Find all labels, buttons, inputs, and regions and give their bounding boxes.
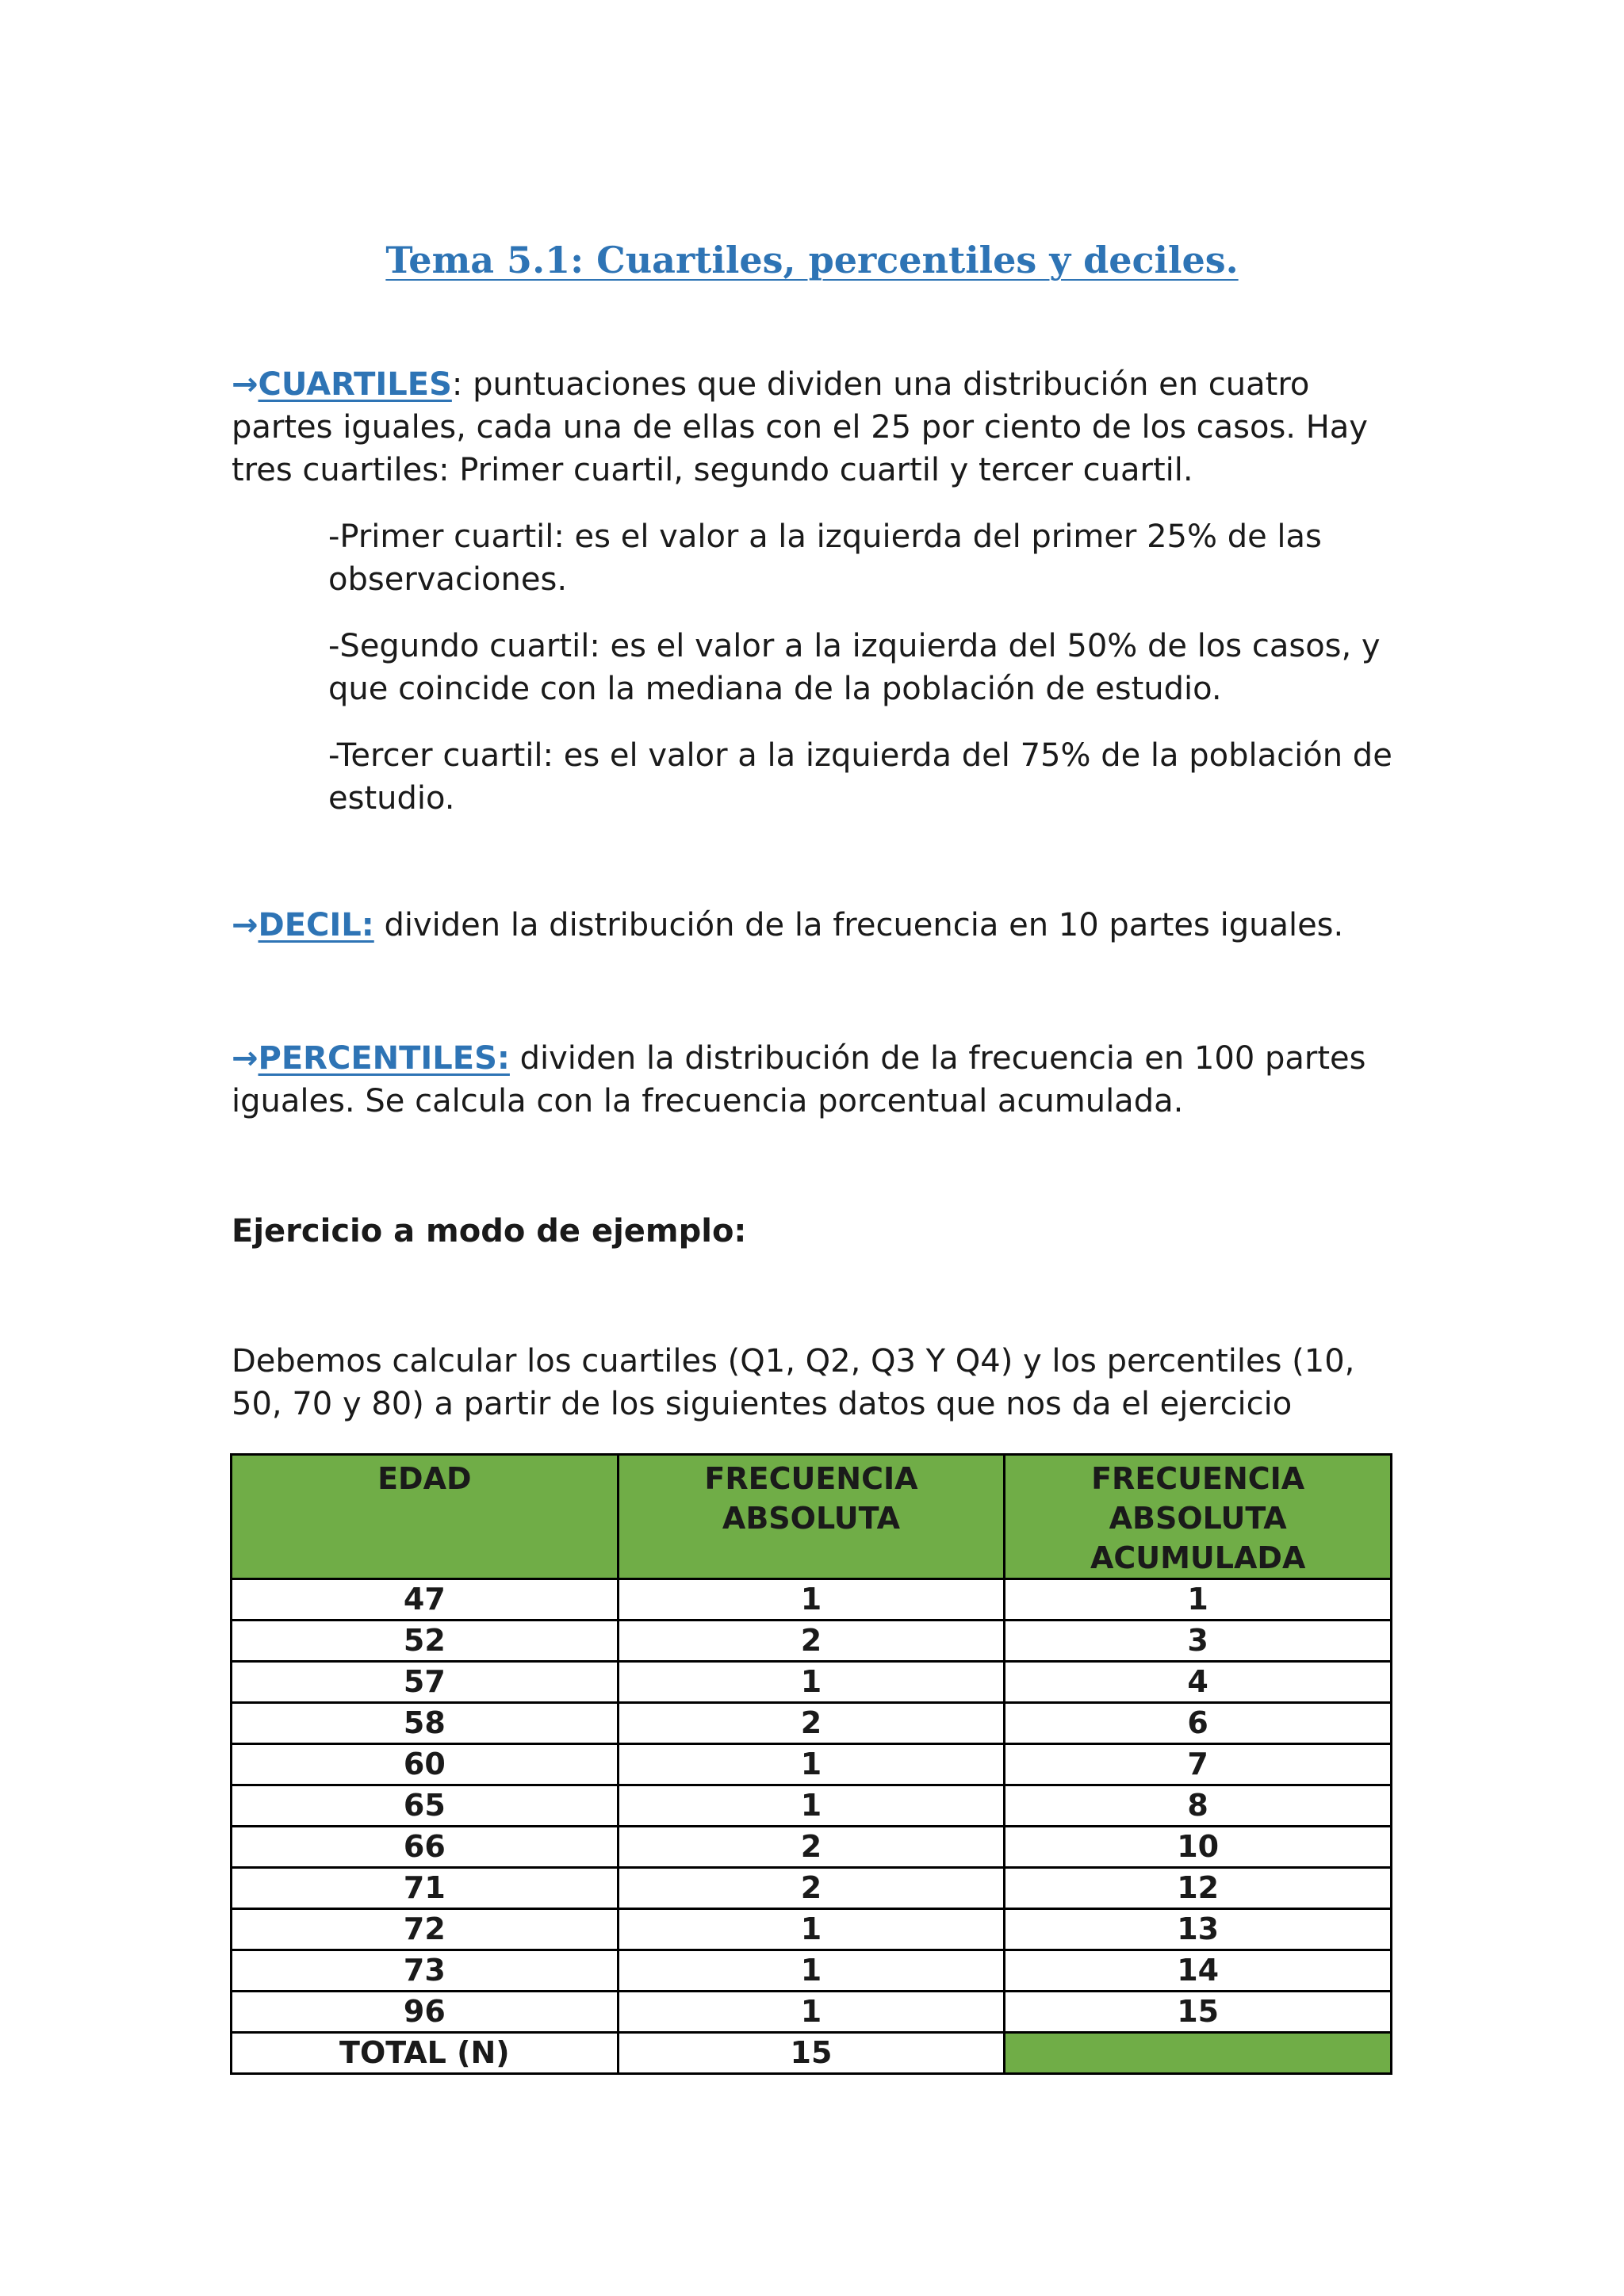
table-cell: 47 (232, 1579, 619, 1621)
table-cell: 1 (1005, 1579, 1392, 1621)
table-row (232, 1992, 1392, 2033)
table-row (232, 1827, 1392, 1868)
arrow-right-icon: → (232, 907, 259, 943)
cuartiles-term: CUARTILES (258, 366, 452, 403)
table-cell: 1 (618, 1662, 1005, 1703)
table-cell: 8 (1005, 1785, 1392, 1827)
primer-cuartil-item: -Primer cuartil: es el valor a la izquierda del primer 25% de las observaciones. (328, 519, 1322, 598)
table-row (232, 1868, 1392, 1909)
decil-term: DECIL: (258, 907, 374, 943)
table-cell: 73 (232, 1950, 619, 1992)
tercer-cuartil-item: -Tercer cuartil: es el valor a la izquierda del 75% de la población de estudio. (328, 737, 1392, 817)
header-frecuencia-absoluta: FRECUENCIA ABSOLUTA (618, 1455, 1005, 1579)
table-row (232, 1950, 1392, 1992)
table-cell: 10 (1005, 1827, 1392, 1868)
table-row (232, 1703, 1392, 1744)
total-value: 15 (618, 2033, 1005, 2074)
header-frecuencia-acumulada: FRECUENCIA ABSOLUTA ACUMULADA (1005, 1455, 1392, 1579)
table-cell: 2 (618, 1827, 1005, 1868)
table-cell: 1 (618, 1950, 1005, 1992)
percentiles-term: PERCENTILES: (258, 1040, 510, 1077)
table-total-row (232, 2033, 1392, 2074)
table-cell: 71 (232, 1868, 619, 1909)
table-cell: 1 (618, 1744, 1005, 1785)
table-cell: 2 (618, 1868, 1005, 1909)
table-row (232, 1744, 1392, 1785)
table-cell: 58 (232, 1703, 619, 1744)
total-label: TOTAL (N) (232, 2033, 619, 2074)
table-cell: 1 (618, 1579, 1005, 1621)
table-cell: 52 (232, 1621, 619, 1662)
table-row (232, 1662, 1392, 1703)
table-cell: 1 (618, 1785, 1005, 1827)
table-cell: 66 (232, 1827, 619, 1868)
page-title: Tema 5.1: Cuartiles, percentiles y deciles. (385, 238, 1239, 281)
header-edad: EDAD (232, 1455, 619, 1579)
table-cell: 65 (232, 1785, 619, 1827)
table-cell: 15 (1005, 1992, 1392, 2033)
segundo-cuartil-item: -Segundo cuartil: es el valor a la izquierda del 50% de los casos, y que coincide con la mediana de la población de estudio. (328, 628, 1381, 707)
frequency-table (230, 1453, 1392, 2075)
table-cell: 12 (1005, 1868, 1392, 1909)
table-row (232, 1579, 1392, 1621)
percentiles-text: dividen la distribución de la frecuencia en 100 partes iguales. Se calcula con la frecuencia porcentual acumulada. (232, 1040, 1366, 1119)
arrow-right-icon: → (232, 366, 259, 403)
table-cell: 4 (1005, 1662, 1392, 1703)
table-cell: 2 (618, 1621, 1005, 1662)
table-cell: 1 (618, 1909, 1005, 1950)
table-cell: 96 (232, 1992, 619, 2033)
table-cell: 72 (232, 1909, 619, 1950)
table-cell: 6 (1005, 1703, 1392, 1744)
table-cell: 1 (618, 1992, 1005, 2033)
table-row (232, 1785, 1392, 1827)
arrow-right-icon: → (232, 1040, 259, 1077)
decil-definition (232, 904, 1397, 947)
table-cell: 2 (618, 1703, 1005, 1744)
table-cell: 60 (232, 1744, 619, 1785)
table-cell: 7 (1005, 1744, 1392, 1785)
table-cell: 14 (1005, 1950, 1392, 1992)
table-row (232, 1621, 1392, 1662)
table-cell: 3 (1005, 1621, 1392, 1662)
table-header-row (232, 1455, 1392, 1579)
percentiles-definition (232, 1037, 1397, 1123)
decil-text: dividen la distribución de la frecuencia en 10 partes iguales. (373, 907, 1344, 943)
table-cell: 57 (232, 1662, 619, 1703)
table-body (232, 1579, 1392, 2074)
total-empty-cell (1005, 2033, 1392, 2074)
cuartiles-text: puntuaciones que dividen una distribución en cuatro partes iguales, cada una de ellas con el 25 por ciento de los casos. Hay tres cuartiles: Primer cuartil, segundo cuartil y tercer cuartil. (232, 366, 1368, 488)
table-cell: 13 (1005, 1909, 1392, 1950)
example-text: Debemos calcular los cuartiles (Q1, Q2, Q3 Y Q4) y los percentiles (10, 50, 70 y 80) a partir de los siguientes datos que nos da el ejercicio (232, 1343, 1355, 1422)
cuartiles-definition (232, 363, 1397, 492)
example-heading: Ejercicio a modo de ejemplo: (232, 1213, 747, 1249)
table-row (232, 1909, 1392, 1950)
cuartiles-colon: : (451, 366, 463, 403)
